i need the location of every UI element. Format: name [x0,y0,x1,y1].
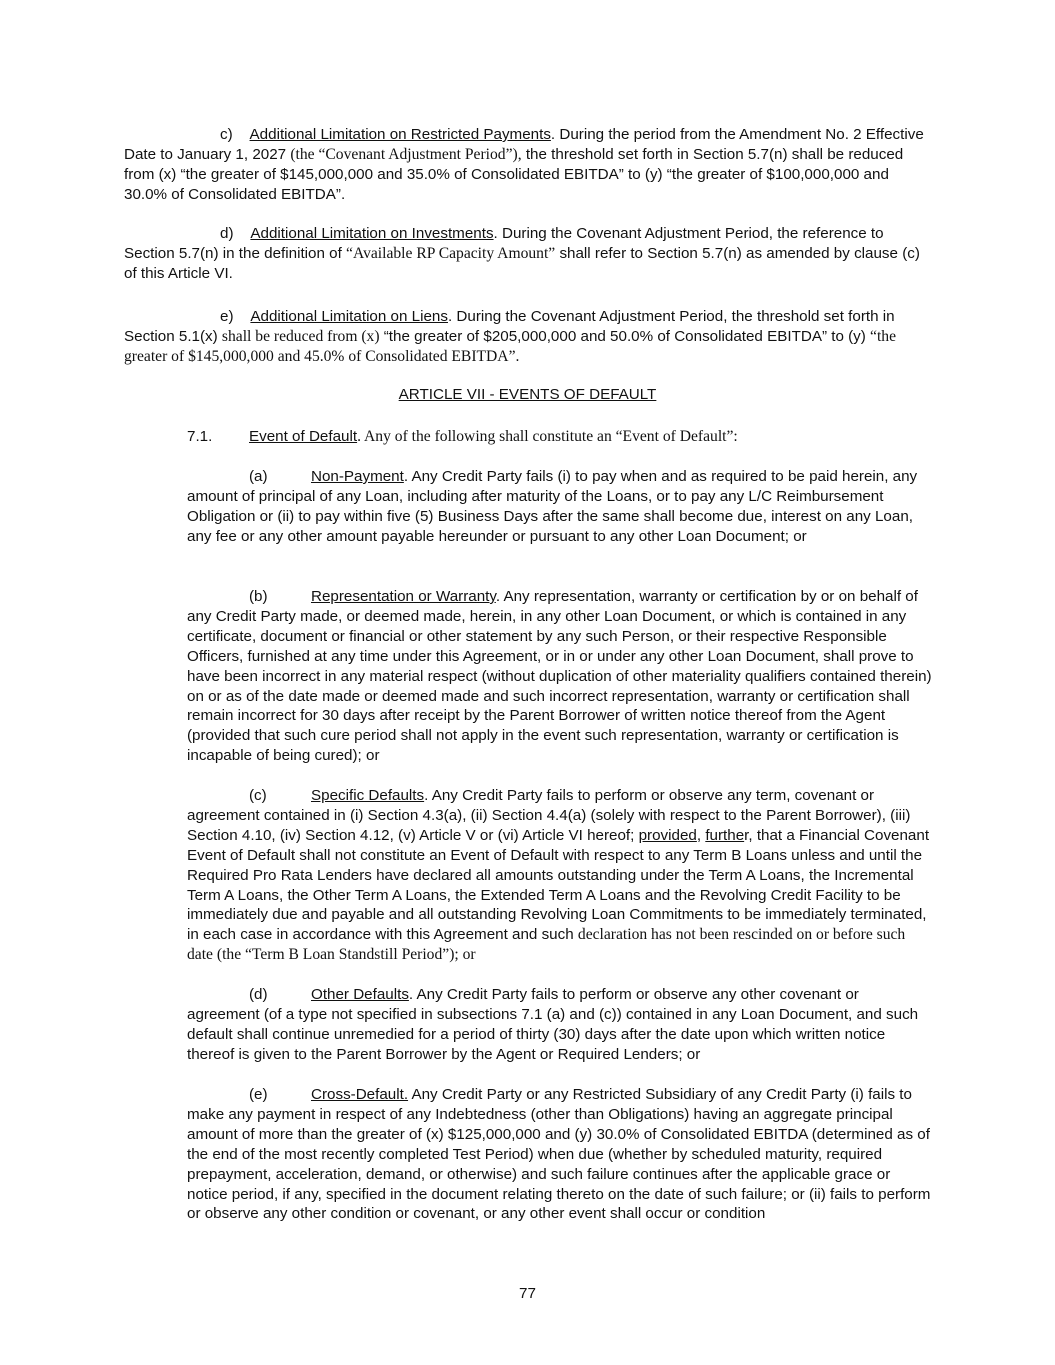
item-b [187,587,932,766]
paragraph-e-body-serif: shall be reduced from (x) [221,327,380,345]
article-heading [0,385,1055,405]
item-c [187,786,932,965]
paragraph-c-label: c) [220,126,233,143]
section-7-1-title: Event of Default [249,428,358,445]
page-number: 77 [519,1285,536,1302]
section-7-1-number: 7.1. [187,428,213,445]
paragraph-e-title: Additional Limitation on Liens [250,308,448,325]
paragraph-d-title: Additional Limitation on Investments [250,225,494,242]
paragraph-c-body-serif: (the “Covenant Adjustment Period”), [290,145,522,163]
item-c-label: (c) [249,787,267,804]
item-c-body-serif: declaration has not been rescinded on or before such date (the “Term B Loan Standstill Period”); or [187,926,906,964]
item-a-body: . Any Credit Party fails (i) to pay when and as required to be paid herein, any amount of principal of any Loan, including after maturity of the Loans, or to pay any L/C Reimbursement Obligation or (ii) to pay within five (5) Business Days after the same shall become due, interest on any Loan, any fee or any other amount payable hereunder or pursuant to any other Loan Document; or [187,468,918,545]
paragraph-c [124,125,932,205]
paragraph-e-body2: “the greater of $205,000,000 and 50.0% of Consolidated EBITDA” to (y) [379,327,871,345]
section-7-1-body: . Any of the following shall constitute an “Event of Default”: [357,428,738,445]
paragraph-e-label: e) [220,308,234,325]
item-c-body: . Any Credit Party fails to perform or observe any term, covenant or agreement contained in (i) Section 4.3(a), (ii) Section 4.4(a) (solely with respect to the Parent Borrower), (iii) Section 4.10, (iv) Section 4.12, (v) Article V or (vi) Article VI hereof; [187,787,911,844]
item-b-body: . Any representation, warranty or certification by or on behalf of any Credit Party made, or deemed made, herein, in any other Loan Document, or which is contained in any certificate, document or financial or other statement by any such Person, or their respective Responsible Officers, furnished at any time under this Agreement, or in or under any other Loan Document, shall prove to have been incorrect in any material respect (without duplication of other materiality qualifiers contained therein) on or as of the date made or deemed made and such incorrect representation, warranty or certification shall remain incorrect for 30 days after receipt by the Parent Borrower of written notice thereof from the Agent (provided that such cure period shall not apply in the event such representation, warranty or certification is incapable of being cured); or [187,588,932,765]
item-a [187,467,932,547]
item-c-provided: provided [638,826,697,844]
paragraph-d-body2: shall refer to Section 5.7(n) as amended by clause (c) of this Article VI. [124,244,920,282]
paragraph-d-body-serif: “Available RP Capacity Amount” [346,244,556,262]
item-a-title: Non-Payment [311,468,404,485]
item-c-further: furthe [705,826,745,844]
article-heading-text: ARTICLE VII - EVENTS OF DEFAULT [398,386,657,403]
item-c-title: Specific Defaults [311,787,425,804]
paragraph-e-body-serif2: “the greater of $145,000,000 and 45.0% of Consolidated EBITDA”. [124,327,897,365]
paragraph-c-body2: the threshold set forth in Section 5.7(n) shall be reduced from (x) “the greater of $145,000,000 and 35.0% of Consolidated EBITDA” to (y) “the greater of $100,000,000 and 30.0% of Consolidated EBITDA”. [124,145,904,203]
paragraph-c-body: . During the period from the Amendment No. 2 Effective Date to January 1, 2027 [124,126,924,163]
item-e-title: Cross-Default. [311,1086,409,1103]
paragraph-d [124,224,932,284]
paragraph-e [124,307,932,367]
item-d-title: Other Defaults [311,986,409,1003]
item-e-label: (e) [249,1086,268,1103]
item-c-comma: , [696,826,706,844]
item-a-label: (a) [249,468,268,485]
item-c-body2: r, that a Financial Covenant Event of Default shall not constitute an Event of Default with respect to any Term B Loans unless and until the Required Pro Rata Lenders have declared all amounts outstanding under the Term A Loans, the Incremental Term A Loans, the Other Term A Loans, the Extended Term A Loans and the Revolving Credit Facility to be immediately due and payable and all outstanding Revolving Loan Commitments to be immediately terminated, in each case in accordance with this Agreement and such [187,826,930,944]
item-d [187,985,932,1065]
item-d-body: . Any Credit Party fails to perform or observe any other covenant or agreement (of a type not specified in subsections 7.1 (a) and (c)) contained in any Loan Document, and such default shall continue unremedied for a period of thirty (30) days after the date upon which written notice thereof is given to the Parent Borrower by the Agent or Required Lenders; or [187,986,919,1063]
section-7-1 [187,427,932,447]
item-b-label: (b) [249,588,268,605]
item-b-title: Representation or Warranty [311,588,496,605]
item-e-body: Any Credit Party or any Restricted Subsidiary of any Credit Party (i) fails to make any payment in respect of any Indebtedness (other than Obligations) having an aggregate principal amount of more than the greater of (x) $125,000,000 and (y) 30.0% of Consolidated EBITDA (determined as of the end of the most recently completed Test Period) when due (whether by scheduled maturity, required prepayment, acceleration, demand, or otherwise) and such failure continues after the applicable grace or notice period, if any, specified in the document relating thereto on the date of such failure; or (ii) fails to perform or observe any other condition or covenant, or any other event shall occur or condition [187,1086,931,1223]
paragraph-d-body: . During the Covenant Adjustment Period, the reference to Section 5.7(n) in the definition of [124,225,884,262]
item-e [187,1085,932,1224]
item-d-label: (d) [249,986,268,1003]
paragraph-c-title: Additional Limitation on Restricted Payments [249,126,551,143]
paragraph-e-body: . During the Covenant Adjustment Period, the threshold set forth in Section 5.1(x) [124,308,895,345]
paragraph-d-label: d) [220,225,234,242]
